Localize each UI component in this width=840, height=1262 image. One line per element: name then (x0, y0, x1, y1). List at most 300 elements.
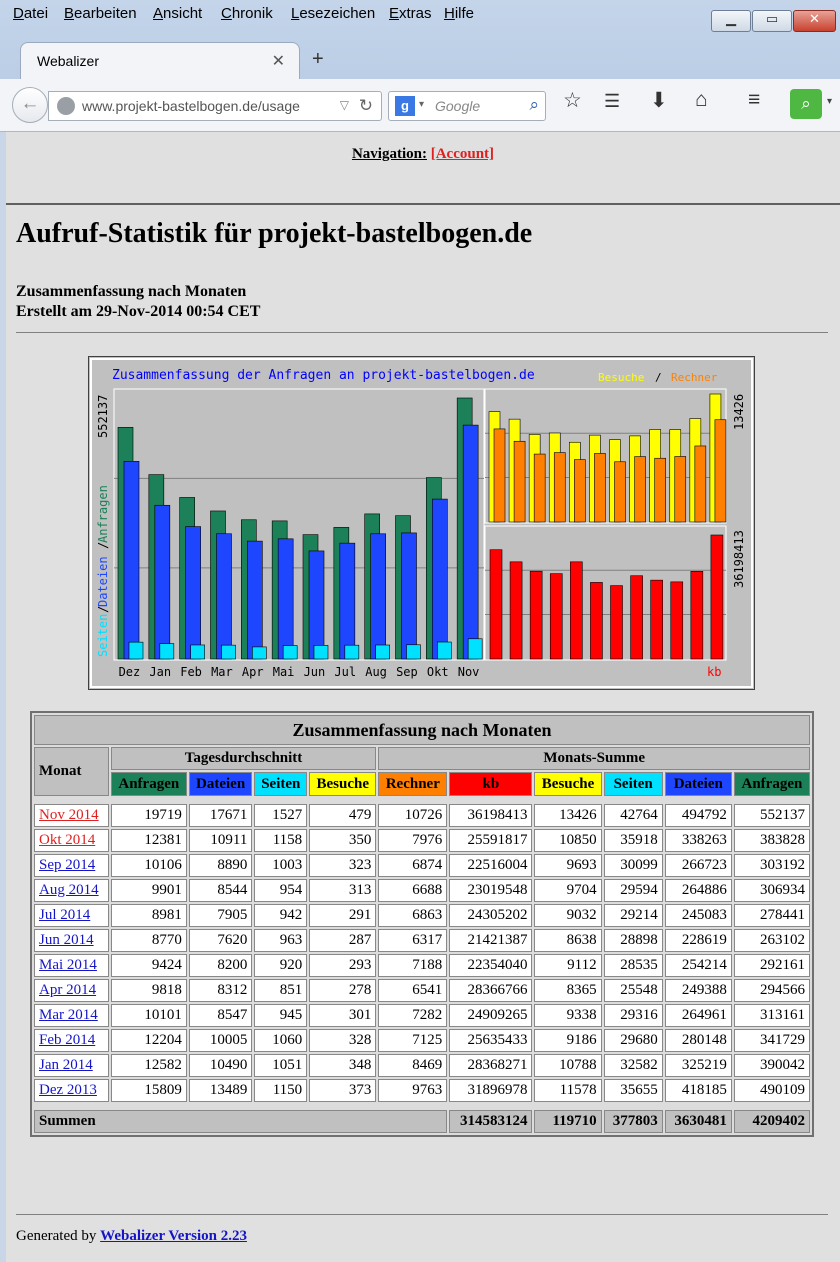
value-cell: 494792 (665, 804, 732, 827)
value-cell: 42764 (604, 804, 663, 827)
bar-seiten-nov (468, 639, 482, 659)
x-tick-label: Mai (272, 665, 295, 679)
value-cell: 10911 (189, 829, 253, 852)
bar-kb-mar (550, 574, 562, 659)
bar-rechner-jun (615, 462, 626, 522)
x-tick-label: Jul (334, 665, 357, 679)
value-cell: 1060 (254, 1029, 307, 1052)
search-engine-dropdown-icon[interactable]: ▾ (419, 99, 425, 110)
value-cell: 25635433 (449, 1029, 532, 1052)
value-cell: 7188 (378, 954, 447, 977)
bar-dateien-mai (278, 539, 293, 659)
bar-dateien-apr (247, 541, 262, 659)
value-cell: 1051 (254, 1054, 307, 1077)
value-cell: 325219 (665, 1054, 732, 1077)
left-axis-series-label: / (96, 541, 110, 549)
usage-chart (88, 356, 755, 690)
history-dropdown-icon[interactable]: ▽ (339, 98, 349, 112)
month-cell (34, 879, 109, 902)
value-cell: 29316 (604, 1004, 663, 1027)
value-cell: 7620 (189, 929, 253, 952)
bar-dateien-jul (340, 543, 355, 659)
addon-dropdown-icon[interactable]: ▾ (827, 96, 833, 107)
footer-prefix: Generated by (16, 1228, 97, 1244)
value-cell: 301 (309, 1004, 376, 1027)
value-cell: 9338 (534, 1004, 601, 1027)
bar-kb-jan (510, 562, 522, 659)
value-cell: 8890 (189, 854, 253, 877)
month-link[interactable]: Apr 2014 (39, 982, 97, 998)
value-cell: 263102 (734, 929, 810, 952)
value-cell: 328 (309, 1029, 376, 1052)
table-row (34, 829, 810, 852)
value-cell: 22516004 (449, 854, 532, 877)
divider (6, 203, 840, 205)
value-cell: 21421387 (449, 929, 532, 952)
value-cell: 264961 (665, 1004, 732, 1027)
value-cell: 7976 (378, 829, 447, 852)
x-tick-label: Apr (241, 665, 264, 679)
bar-seiten-dez (129, 642, 143, 659)
value-cell: 6317 (378, 929, 447, 952)
bar-dateien-jun (309, 551, 324, 659)
value-cell: 32582 (604, 1054, 663, 1077)
bar-dateien-aug (371, 534, 386, 659)
value-cell: 9424 (111, 954, 187, 977)
value-cell: 28368271 (449, 1054, 532, 1077)
close-window-button[interactable] (793, 10, 836, 32)
value-cell: 25548 (604, 979, 663, 1002)
bar-rechner-mai (594, 453, 605, 522)
spacer-cell (34, 798, 810, 802)
right-bottom-axis-max-label: 36198413 (732, 530, 746, 588)
bar-seiten-jul (345, 645, 359, 659)
value-cell: 10850 (534, 829, 601, 852)
summary-table (32, 713, 812, 1135)
total-cell: 4209402 (734, 1110, 810, 1133)
value-cell: 278 (309, 979, 376, 1002)
value-cell: 9693 (534, 854, 601, 877)
value-cell: 254214 (665, 954, 732, 977)
value-cell: 10005 (189, 1029, 253, 1052)
bar-kb-dez (490, 550, 502, 659)
bar-seiten-mai (283, 646, 297, 659)
value-cell: 8544 (189, 879, 253, 902)
minimize-button[interactable] (711, 10, 751, 32)
table-caption: Zusammenfassung nach Monaten (34, 715, 810, 745)
divider (16, 332, 828, 333)
value-cell: 228619 (665, 929, 732, 952)
table-row (34, 954, 810, 977)
value-cell: 9032 (534, 904, 601, 927)
page-title: Aufruf-Statistik für projekt-bastelbogen.de (16, 218, 533, 249)
bar-seiten-jun (314, 645, 328, 659)
value-cell: 17671 (189, 804, 253, 827)
group-header-row (34, 747, 810, 770)
column-header-monthly-anfragen: Anfragen (734, 772, 810, 796)
totals-label: Summen (34, 1110, 447, 1133)
value-cell: 35918 (604, 829, 663, 852)
bar-kb-feb (530, 571, 542, 659)
value-cell: 249388 (665, 979, 732, 1002)
value-cell: 287 (309, 929, 376, 952)
value-cell: 25591817 (449, 829, 532, 852)
search-icon[interactable]: ⌕ (529, 95, 539, 114)
month-link[interactable]: Aug 2014 (39, 882, 99, 898)
table-row (34, 1029, 810, 1052)
value-cell: 6688 (378, 879, 447, 902)
month-cell (34, 1004, 109, 1027)
value-cell: 291 (309, 904, 376, 927)
value-cell: 294566 (734, 979, 810, 1002)
url-bar[interactable] (48, 91, 382, 121)
page-subtitle: Zusammenfassung nach Monaten (16, 283, 247, 300)
bar-seiten-jan (160, 644, 174, 659)
daily-average-header: Tagesdurchschnitt (111, 747, 377, 770)
bar-seiten-apr (252, 647, 266, 659)
value-cell: 7125 (378, 1029, 447, 1052)
back-button[interactable] (12, 87, 48, 123)
month-cell (34, 804, 109, 827)
value-cell: 278441 (734, 904, 810, 927)
bar-kb-aug (651, 580, 663, 659)
value-cell: 293 (309, 954, 376, 977)
value-cell: 30099 (604, 854, 663, 877)
tab-webalizer[interactable] (20, 42, 300, 80)
month-link[interactable]: Dez 2013 (39, 1082, 97, 1098)
chart-title: Zusammenfassung der Anfragen an projekt-bastelbogen.de (112, 368, 535, 383)
close-icon: ✕ (809, 12, 820, 27)
left-axis-series-label: Seiten (96, 613, 110, 657)
left-axis-series-label: Anfragen (96, 485, 110, 543)
column-header-daily-anfragen: Anfragen (111, 772, 187, 796)
table-row (34, 904, 810, 927)
bar-kb-sep (671, 582, 683, 659)
value-cell: 963 (254, 929, 307, 952)
month-cell (34, 829, 109, 852)
value-cell: 1003 (254, 854, 307, 877)
table-row (34, 979, 810, 1002)
bar-seiten-okt (437, 642, 451, 659)
bar-kb-apr (570, 562, 582, 659)
value-cell: 418185 (665, 1079, 732, 1102)
value-cell: 7905 (189, 904, 253, 927)
value-cell: 8547 (189, 1004, 253, 1027)
value-cell: 280148 (665, 1029, 732, 1052)
x-tick-label: Jun (303, 665, 326, 679)
value-cell: 9763 (378, 1079, 447, 1102)
reading-list-icon[interactable]: ☰ (604, 91, 621, 111)
spacer-row (34, 798, 810, 802)
value-cell: 9901 (111, 879, 187, 902)
value-cell: 6874 (378, 854, 447, 877)
value-cell: 36198413 (449, 804, 532, 827)
bar-kb-jun (611, 586, 623, 659)
menu-bearbeiten[interactable]: Bearbeiten (64, 5, 137, 22)
value-cell: 24305202 (449, 904, 532, 927)
month-link[interactable]: Mar 2014 (39, 1007, 98, 1023)
bar-dateien-feb (186, 527, 201, 659)
x-tick-label: Jan (149, 665, 172, 679)
bar-rechner-okt (695, 446, 706, 522)
google-search-engine-icon[interactable]: g (395, 96, 415, 116)
value-cell: 341729 (734, 1029, 810, 1052)
value-cell: 945 (254, 1004, 307, 1027)
menu-hilfe[interactable]: Hilfe (444, 5, 475, 22)
value-cell: 920 (254, 954, 307, 977)
value-cell: 350 (309, 829, 376, 852)
globe-icon (57, 97, 75, 115)
legend-besuche: Besuche (598, 371, 645, 384)
total-cell: 314583124 (449, 1110, 532, 1133)
bar-dateien-nov (463, 425, 478, 659)
month-link[interactable]: Jul 2014 (39, 907, 91, 923)
value-cell: 7282 (378, 1004, 447, 1027)
value-cell: 8638 (534, 929, 601, 952)
search-bar[interactable] (388, 91, 546, 121)
footer (16, 1228, 247, 1245)
month-link[interactable]: Nov 2014 (39, 807, 99, 823)
column-header-monthly-seiten: Seiten (604, 772, 663, 796)
bar-dateien-sep (402, 533, 417, 659)
bar-dateien-okt (432, 499, 447, 659)
total-cell: 119710 (534, 1110, 601, 1133)
bar-dateien-dez (124, 461, 139, 659)
bar-rechner-dez (494, 429, 505, 522)
value-cell: 1527 (254, 804, 307, 827)
x-tick-label: Dez (118, 665, 141, 679)
menu-chronik[interactable]: Chronik (221, 5, 273, 22)
spacer-row (34, 1104, 810, 1108)
value-cell: 323 (309, 854, 376, 877)
value-cell: 10106 (111, 854, 187, 877)
navigation-toolbar (0, 79, 840, 132)
value-cell: 9112 (534, 954, 601, 977)
bar-rechner-nov (715, 420, 726, 522)
value-cell: 313161 (734, 1004, 810, 1027)
monthly-total-header: Monats-Summe (378, 747, 810, 770)
value-cell: 390042 (734, 1054, 810, 1077)
value-cell: 348 (309, 1054, 376, 1077)
bar-seiten-aug (376, 645, 390, 659)
bar-rechner-jul (635, 457, 646, 522)
month-cell (34, 854, 109, 877)
table-row (34, 854, 810, 877)
table-row (34, 1004, 810, 1027)
value-cell: 10101 (111, 1004, 187, 1027)
value-cell: 552137 (734, 804, 810, 827)
menu-extras[interactable]: Extras (389, 5, 432, 22)
value-cell: 35655 (604, 1079, 663, 1102)
bar-seiten-sep (407, 645, 421, 659)
bar-rechner-sep (675, 456, 686, 522)
value-cell: 8469 (378, 1054, 447, 1077)
column-header-daily-besuche: Besuche (309, 772, 376, 796)
value-cell: 12381 (111, 829, 187, 852)
value-cell: 942 (254, 904, 307, 927)
month-cell (34, 979, 109, 1002)
bar-kb-nov (711, 535, 723, 659)
bar-rechner-mar (554, 453, 565, 522)
value-cell: 31896978 (449, 1079, 532, 1102)
month-cell (34, 904, 109, 927)
bar-kb-okt (691, 571, 703, 659)
value-cell: 266723 (665, 854, 732, 877)
column-header-monthly-besuche: Besuche (534, 772, 601, 796)
left-axis-series-label: Dateien (96, 556, 110, 607)
value-cell: 1150 (254, 1079, 307, 1102)
url-text: www.projekt-bastelbogen.de/usage (82, 98, 300, 114)
value-cell: 15809 (111, 1079, 187, 1102)
x-tick-label: Nov (457, 665, 480, 679)
downloads-icon[interactable]: ⬇ (650, 89, 668, 112)
value-cell: 338263 (665, 829, 732, 852)
bar-seiten-mar (222, 645, 236, 659)
value-cell: 313 (309, 879, 376, 902)
value-cell: 10788 (534, 1054, 601, 1077)
bar-rechner-jan (514, 441, 525, 522)
month-link[interactable]: Mai 2014 (39, 957, 97, 973)
bar-rechner-aug (655, 458, 666, 522)
search-placeholder: Google (435, 98, 481, 114)
x-tick-label: Feb (180, 665, 202, 679)
month-cell (34, 1029, 109, 1052)
spacer-cell (34, 1104, 810, 1108)
value-cell: 373 (309, 1079, 376, 1102)
new-tab-icon[interactable]: + (312, 48, 324, 70)
value-cell: 245083 (665, 904, 732, 927)
total-cell: 3630481 (665, 1110, 732, 1133)
value-cell: 303192 (734, 854, 810, 877)
value-cell: 292161 (734, 954, 810, 977)
menu-lesezeichen[interactable]: Lesezeichen (291, 5, 376, 22)
month-column-header: Monat (34, 747, 109, 796)
value-cell: 28535 (604, 954, 663, 977)
bar-kb-jul (631, 576, 643, 659)
value-cell: 13489 (189, 1079, 253, 1102)
generated-date: Erstellt am 29-Nov-2014 00:54 CET (16, 303, 261, 320)
navigation-label: Navigation: (351, 146, 427, 162)
value-cell: 12204 (111, 1029, 187, 1052)
column-header-daily-dateien: Dateien (189, 772, 253, 796)
minimize-icon: ▁ (726, 12, 736, 27)
navigation-row (6, 146, 840, 163)
value-cell: 11578 (534, 1079, 601, 1102)
value-cell: 28898 (604, 929, 663, 952)
value-cell: 851 (254, 979, 307, 1002)
addon-search-icon[interactable]: ⌕ (790, 89, 822, 119)
bar-kb-mai (590, 582, 602, 659)
value-cell: 8312 (189, 979, 253, 1002)
back-arrow-icon: ← (20, 93, 40, 114)
tab-title: Webalizer (37, 53, 99, 69)
value-cell: 6541 (378, 979, 447, 1002)
month-link[interactable]: Sep 2014 (39, 857, 96, 873)
value-cell: 22354040 (449, 954, 532, 977)
x-tick-label: Okt (426, 665, 449, 679)
value-cell: 6863 (378, 904, 447, 927)
column-header-monthly-rechner: Rechner (378, 772, 447, 796)
value-cell: 29594 (604, 879, 663, 902)
table-row (34, 1079, 810, 1102)
bar-dateien-mar (217, 534, 232, 659)
value-cell: 19719 (111, 804, 187, 827)
column-header-daily-seiten: Seiten (254, 772, 307, 796)
bar-rechner-feb (534, 454, 545, 522)
column-header-monthly-dateien: Dateien (665, 772, 732, 796)
x-tick-label: Mar (211, 665, 233, 679)
month-link[interactable]: Okt 2014 (39, 832, 96, 848)
browser-chrome (0, 0, 840, 132)
value-cell: 264886 (665, 879, 732, 902)
table-row (34, 879, 810, 902)
webalizer-link[interactable]: Webalizer Version 2.23 (100, 1228, 247, 1244)
value-cell: 954 (254, 879, 307, 902)
value-cell: 23019548 (449, 879, 532, 902)
value-cell: 10490 (189, 1054, 253, 1077)
legend-rechner: Rechner (671, 371, 718, 384)
bar-dateien-jan (155, 505, 170, 659)
value-cell: 8200 (189, 954, 253, 977)
value-cell: 28366766 (449, 979, 532, 1002)
month-cell (34, 929, 109, 952)
menu-icon[interactable]: ≡ (748, 88, 761, 111)
value-cell: 13426 (534, 804, 601, 827)
home-icon[interactable]: ⌂ (695, 88, 708, 111)
table-row (34, 929, 810, 952)
month-link[interactable]: Feb 2014 (39, 1032, 96, 1048)
x-tick-label: Aug (365, 665, 387, 679)
value-cell: 9704 (534, 879, 601, 902)
reload-icon[interactable]: ↻ (358, 96, 373, 115)
menu-ansicht[interactable]: Ansicht (153, 5, 203, 22)
kb-unit-label: kb (707, 665, 722, 679)
value-cell: 490109 (734, 1079, 810, 1102)
month-cell (34, 1054, 109, 1077)
caption-row (34, 715, 810, 745)
bar-rechner-apr (574, 460, 585, 522)
summary-table-wrapper (30, 711, 814, 1137)
value-cell: 9186 (534, 1029, 601, 1052)
month-link[interactable]: Jan 2014 (39, 1057, 93, 1073)
value-cell: 306934 (734, 879, 810, 902)
bar-seiten-feb (191, 645, 205, 659)
account-link[interactable]: [Account] (430, 146, 495, 162)
value-cell: 1158 (254, 829, 307, 852)
left-axis-max-label: 552137 (96, 394, 110, 438)
month-cell (34, 1079, 109, 1102)
month-cell (34, 954, 109, 977)
month-link[interactable]: Jun 2014 (39, 932, 94, 948)
table-row (34, 1054, 810, 1077)
value-cell: 29214 (604, 904, 663, 927)
legend-separator: / (655, 371, 662, 384)
value-cell: 12582 (111, 1054, 187, 1077)
maximize-icon: ▭ (765, 12, 779, 27)
menu-datei[interactable]: Datei (13, 5, 49, 22)
tab-close-icon[interactable]: ✕ (271, 53, 285, 70)
value-cell: 9818 (111, 979, 187, 1002)
x-tick-label: Sep (396, 665, 418, 679)
value-cell: 383828 (734, 829, 810, 852)
value-cell: 8365 (534, 979, 601, 1002)
bookmark-star-icon[interactable]: ☆ (563, 89, 582, 112)
column-header-monthly-kb: kb (449, 772, 532, 796)
value-cell: 10726 (378, 804, 447, 827)
maximize-button[interactable] (752, 10, 792, 32)
divider (16, 1214, 828, 1215)
page-content (6, 132, 840, 1262)
